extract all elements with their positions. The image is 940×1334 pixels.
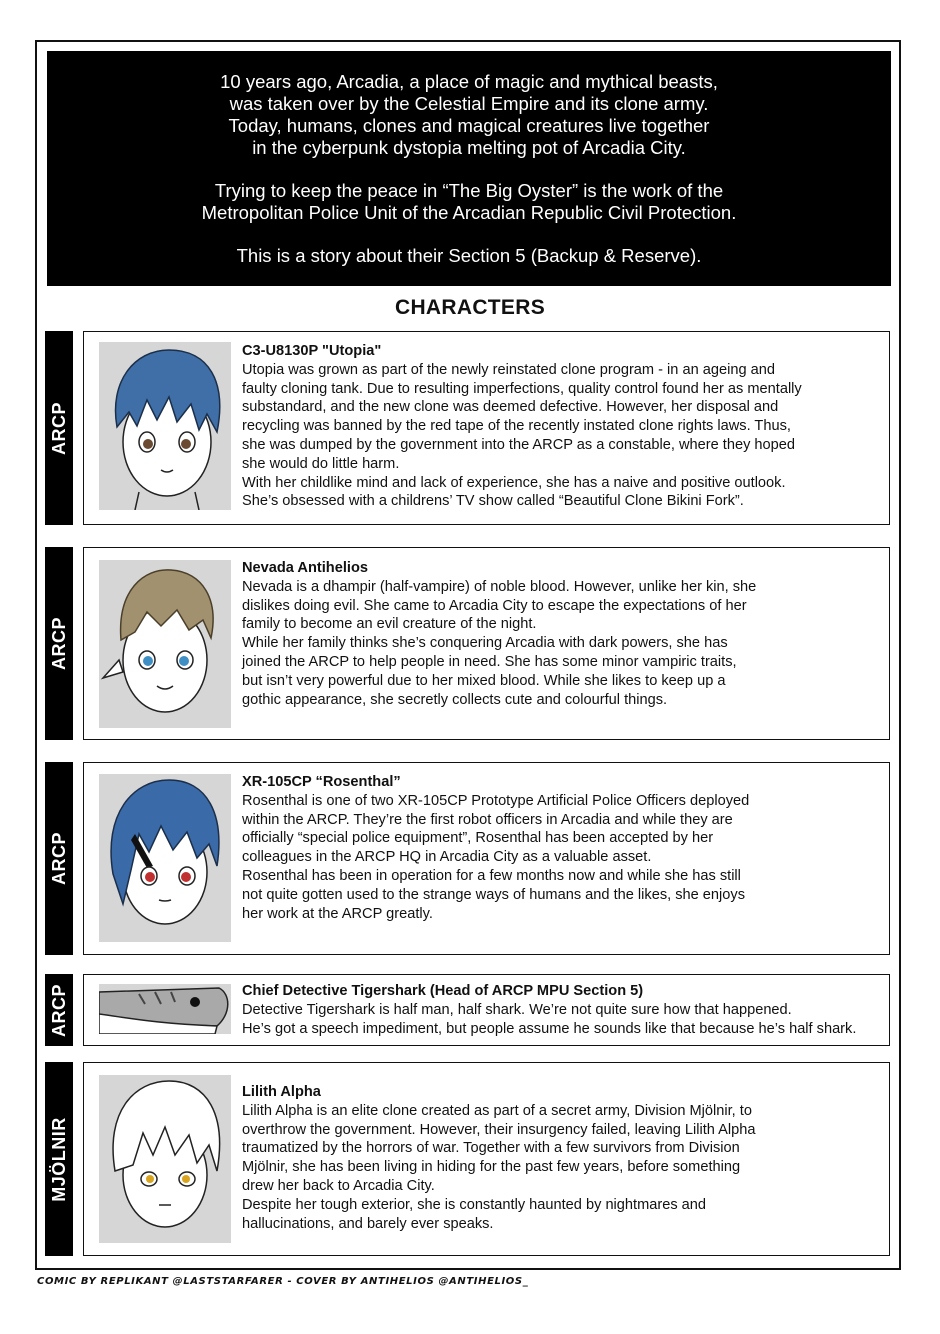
character-name: Chief Detective Tigershark (Head of ARCP MPU Section 5)	[242, 983, 644, 999]
character-description: Utopia was grown as part of the newly reinstated clone program - in an ageing and faulty cloning tank. Due to resulting imperfections, quality control found her as mentally substandard, and the new clone was deemed defective. However, her disposal and recycling was banned by the red tape of the recently instated clone rights laws. Thus, she was dumped by the government into the ARCP as a constable, where they hoped she would do little harm. With her childlike mind and lack of experience, she has a naive and positive outlook. She’s obsessed with a childrens’ TV show called “Beautiful Clone Bikini Fork”.	[242, 361, 802, 510]
character-card	[83, 974, 890, 1046]
character-description: Nevada is a dhampir (half-vampire) of noble blood. However, unlike her kin, she dislikes doing evil. She came to Arcadia City to escape the expectations of her family to become an evil creature of the night. While her family thinks she’s conquering Arcadia with dark powers, she has joined the ARCP to help people in need. She has some minor vampiric traits, but isn’t very powerful due to her mixed blood. While she likes to keep up a gothic appearance, she secretly collects cute and colourful things.	[242, 578, 757, 708]
character-name: Lilith Alpha	[242, 1084, 321, 1100]
character-card	[83, 331, 890, 525]
character-name: C3-U8130P "Utopia"	[242, 343, 382, 359]
character-card	[83, 1062, 890, 1256]
intro-box	[47, 51, 891, 286]
character-text	[242, 342, 883, 511]
character-card	[83, 547, 890, 740]
character-text	[242, 1083, 883, 1233]
faction-tag	[45, 331, 73, 525]
faction-label: ARCP	[48, 831, 69, 886]
character-description: Detective Tigershark is half man, half shark. We’re not quite sure how that happened. He’s got a speech impediment, but people assume he sounds like that because he’s half shark.	[242, 1001, 857, 1037]
faction-tag	[45, 1062, 73, 1256]
character-card	[83, 762, 890, 955]
lilith-portrait	[99, 1075, 231, 1243]
faction-label: ARCP	[48, 983, 69, 1037]
character-name: XR-105CP “Rosenthal”	[242, 774, 401, 790]
faction-tag	[45, 762, 73, 955]
character-description: Rosenthal is one of two XR-105CP Prototype Artificial Police Officers deployed within the ARCP. They’re the first robot officers in Arcadia and while they are officially “special police equipment”, Rosenthal has been accepted by her colleagues in the ARCP HQ in Arcadia City as a valuable asset. Rosenthal has been in operation for a few months now and while she has still not quite gotten used to the strange ways of humans and the likes, she enjoys her work at the ARCP greatly.	[242, 792, 750, 922]
character-name: Nevada Antihelios	[242, 560, 368, 576]
intro-paragraph: This is a story about their Section 5 (Backup & Reserve).	[236, 245, 702, 266]
faction-label: MJÖLNIR	[48, 1116, 69, 1202]
credits-line: COMIC BY REPLIKANT @LASTSTARFARER - COVER BY ANTIHELIOS @ANTIHELIOS_	[37, 1276, 529, 1287]
faction-tag	[45, 547, 73, 740]
faction-tag	[45, 974, 73, 1046]
faction-label: ARCP	[48, 616, 69, 671]
utopia-portrait	[99, 342, 231, 510]
rosenthal-portrait	[99, 774, 231, 942]
character-text	[242, 559, 883, 709]
section-heading: CHARACTERS	[395, 296, 545, 319]
tigershark-portrait	[99, 984, 231, 1034]
character-description: Lilith Alpha is an elite clone created as part of a secret army, Division Mjölnir, to overthrow the government. However, their insurgency failed, leaving Lilith Alpha traumatized by the horrors of war. Together with a few survivors from Division Mjölnir, she has been living in hiding for the past few years, before something drew her back to Arcadia City. Despite her tough exterior, she is constantly haunted by nightmares and hallucinations, and barely ever speaks.	[242, 1102, 756, 1232]
faction-label: ARCP	[48, 401, 69, 455]
character-text	[242, 773, 883, 923]
intro-paragraph: Trying to keep the peace in “The Big Oyster” is the work of the Metropolitan Police Unit of the Arcadian Republic Civil Protection.	[201, 180, 737, 223]
intro-paragraph: 10 years ago, Arcadia, a place of magic and mythical beasts, was taken over by the Celestial Empire and its clone army. Today, humans, clones and magical creatures live together in the cyberpunk dystopia melting pot of Arcadia City.	[220, 71, 718, 158]
nevada-portrait	[99, 560, 231, 728]
character-text	[242, 982, 883, 1038]
